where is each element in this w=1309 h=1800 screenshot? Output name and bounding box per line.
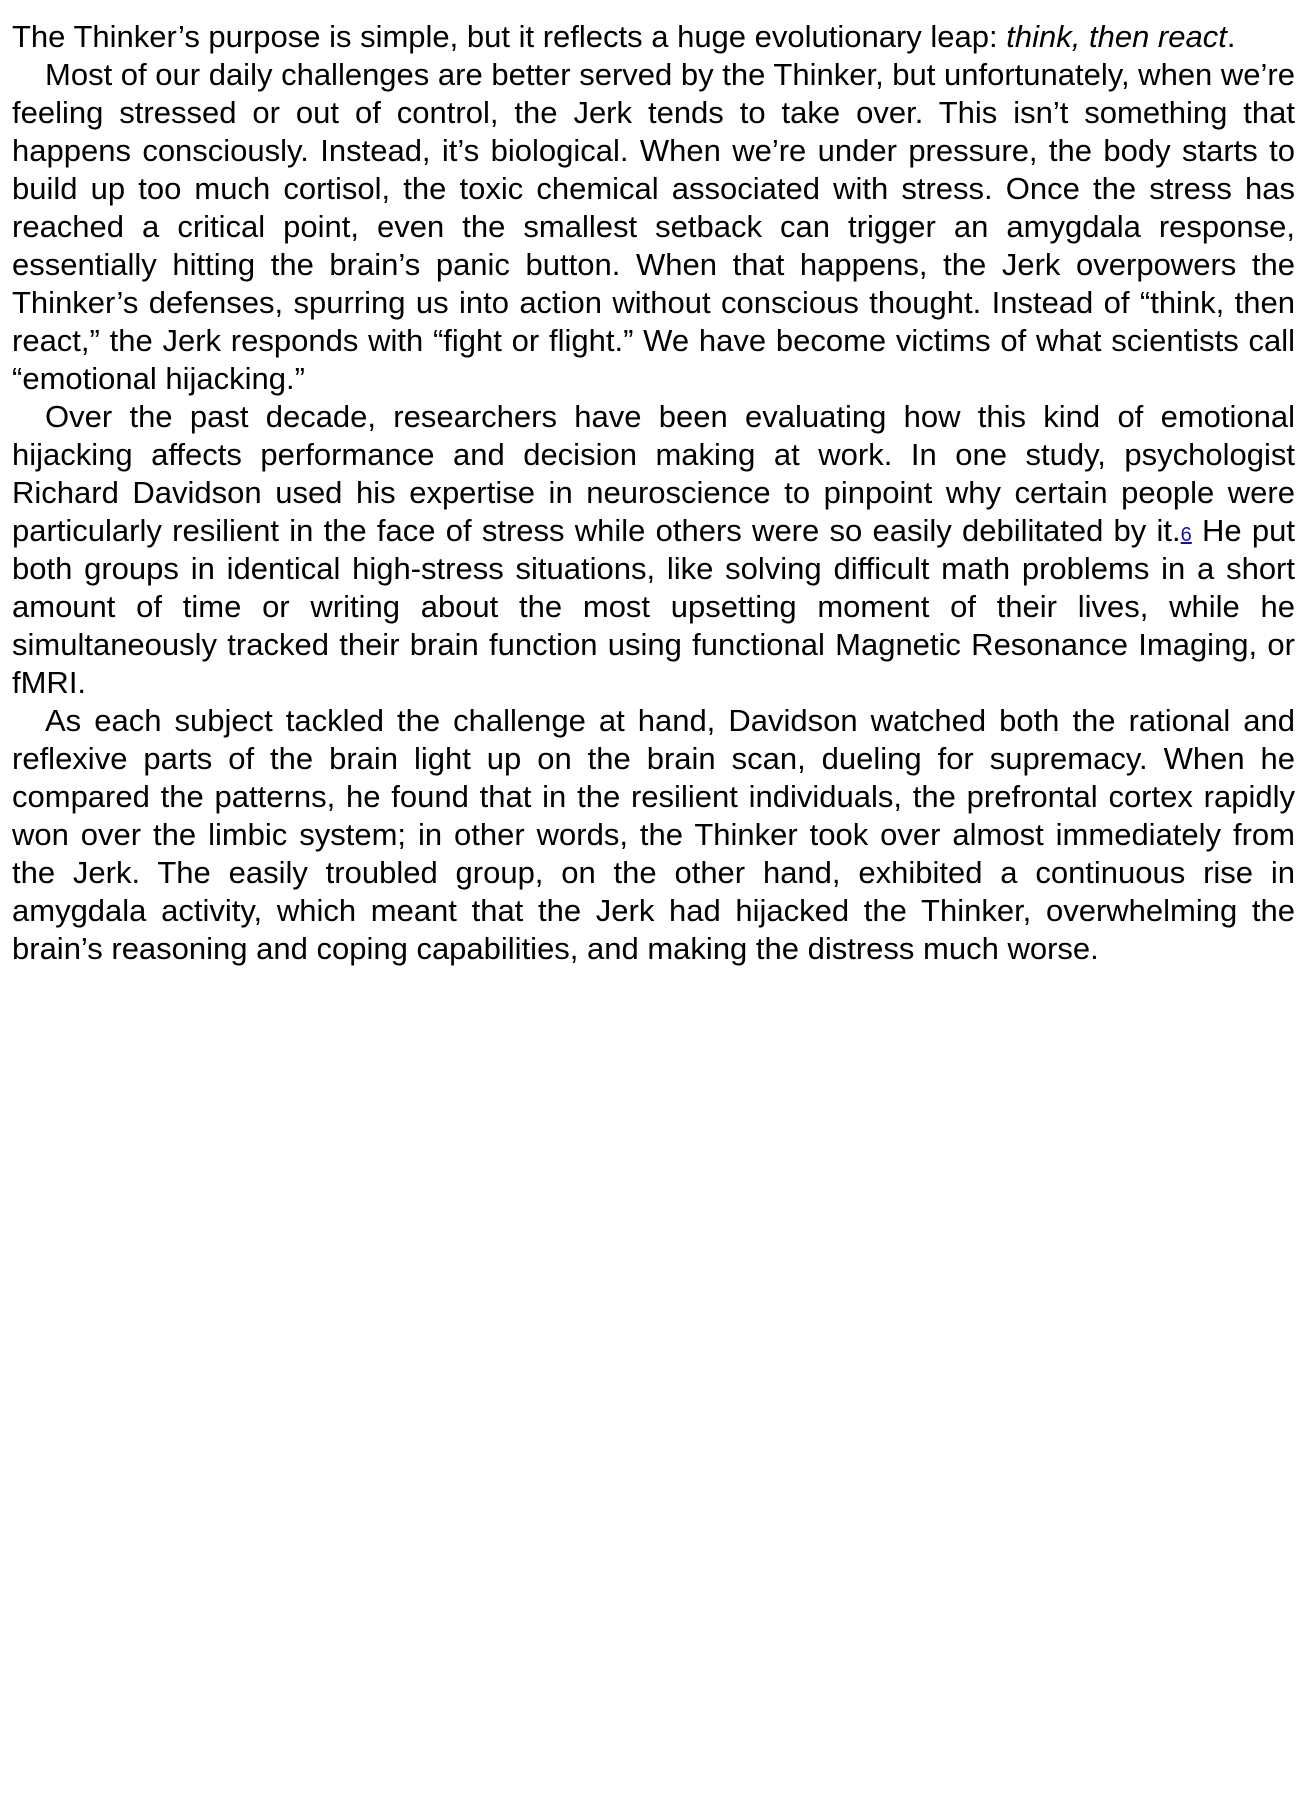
paragraph-3	[12, 398, 1295, 702]
paragraph-1-text: The Thinker’s purpose is simple, but it reflects a huge evolutionary leap:	[12, 19, 1007, 54]
paragraph-3-continuation: He put both groups in identical high-stress situations, like solving difficult math problems in a short amount of time or writing about the most upsetting moment of their lives, while he simultaneously tracked their brain function using functional Magnetic Resonance Imaging, or fMRI.	[12, 513, 1295, 700]
paragraph-1-end: .	[1226, 19, 1236, 54]
paragraph-1	[12, 18, 1295, 56]
paragraph-3-text: Over the past decade, researchers have been evaluating how this kind of emotional hijacking affects performance and decision making at work. In one study, psychologist Richard Davidson used his expertise in neuroscience to pinpoint why certain people were particularly resilient in the face of stress while others were so easily debilitated by it.	[12, 399, 1295, 548]
paragraph-2: Most of our daily challenges are better served by the Thinker, but unfortunately, when we’re feeling stressed or out of control, the Jerk tends to take over. This isn’t something that happens consciously. Instead, it’s biological. When we’re under pressure, the body starts to build up too much cortisol, the toxic chemical associated with stress. Once the stress has reached a critical point, even the smallest setback can trigger an amygdala response, essentially hitting the brain’s panic button. When that happens, the Jerk overpowers the Thinker’s defenses, spurring us into action without conscious thought. Instead of “think, then react,” the Jerk responds with “fight or flight.” We have become victims of what scientists call “emotional hijacking.”	[12, 57, 1295, 396]
document-page	[12, 18, 1295, 968]
footnote-link[interactable]: 6	[1180, 524, 1192, 546]
paragraph-4: As each subject tackled the challenge at hand, Davidson watched both the rational and reflexive parts of the brain light up on the brain scan, dueling for supremacy. When he compared the patterns, he found that in the resilient individuals, the prefrontal cortex rapidly won over the limbic system; in other words, the Thinker took over almost immediately from the Jerk. The easily troubled group, on the other hand, exhibited a continuous rise in amygdala activity, which meant that the Jerk had hijacked the Thinker, overwhelming the brain’s reasoning and coping capabilities, and making the distress much worse.	[12, 703, 1295, 966]
paragraph-1-emphasis: think, then react	[1006, 19, 1227, 54]
